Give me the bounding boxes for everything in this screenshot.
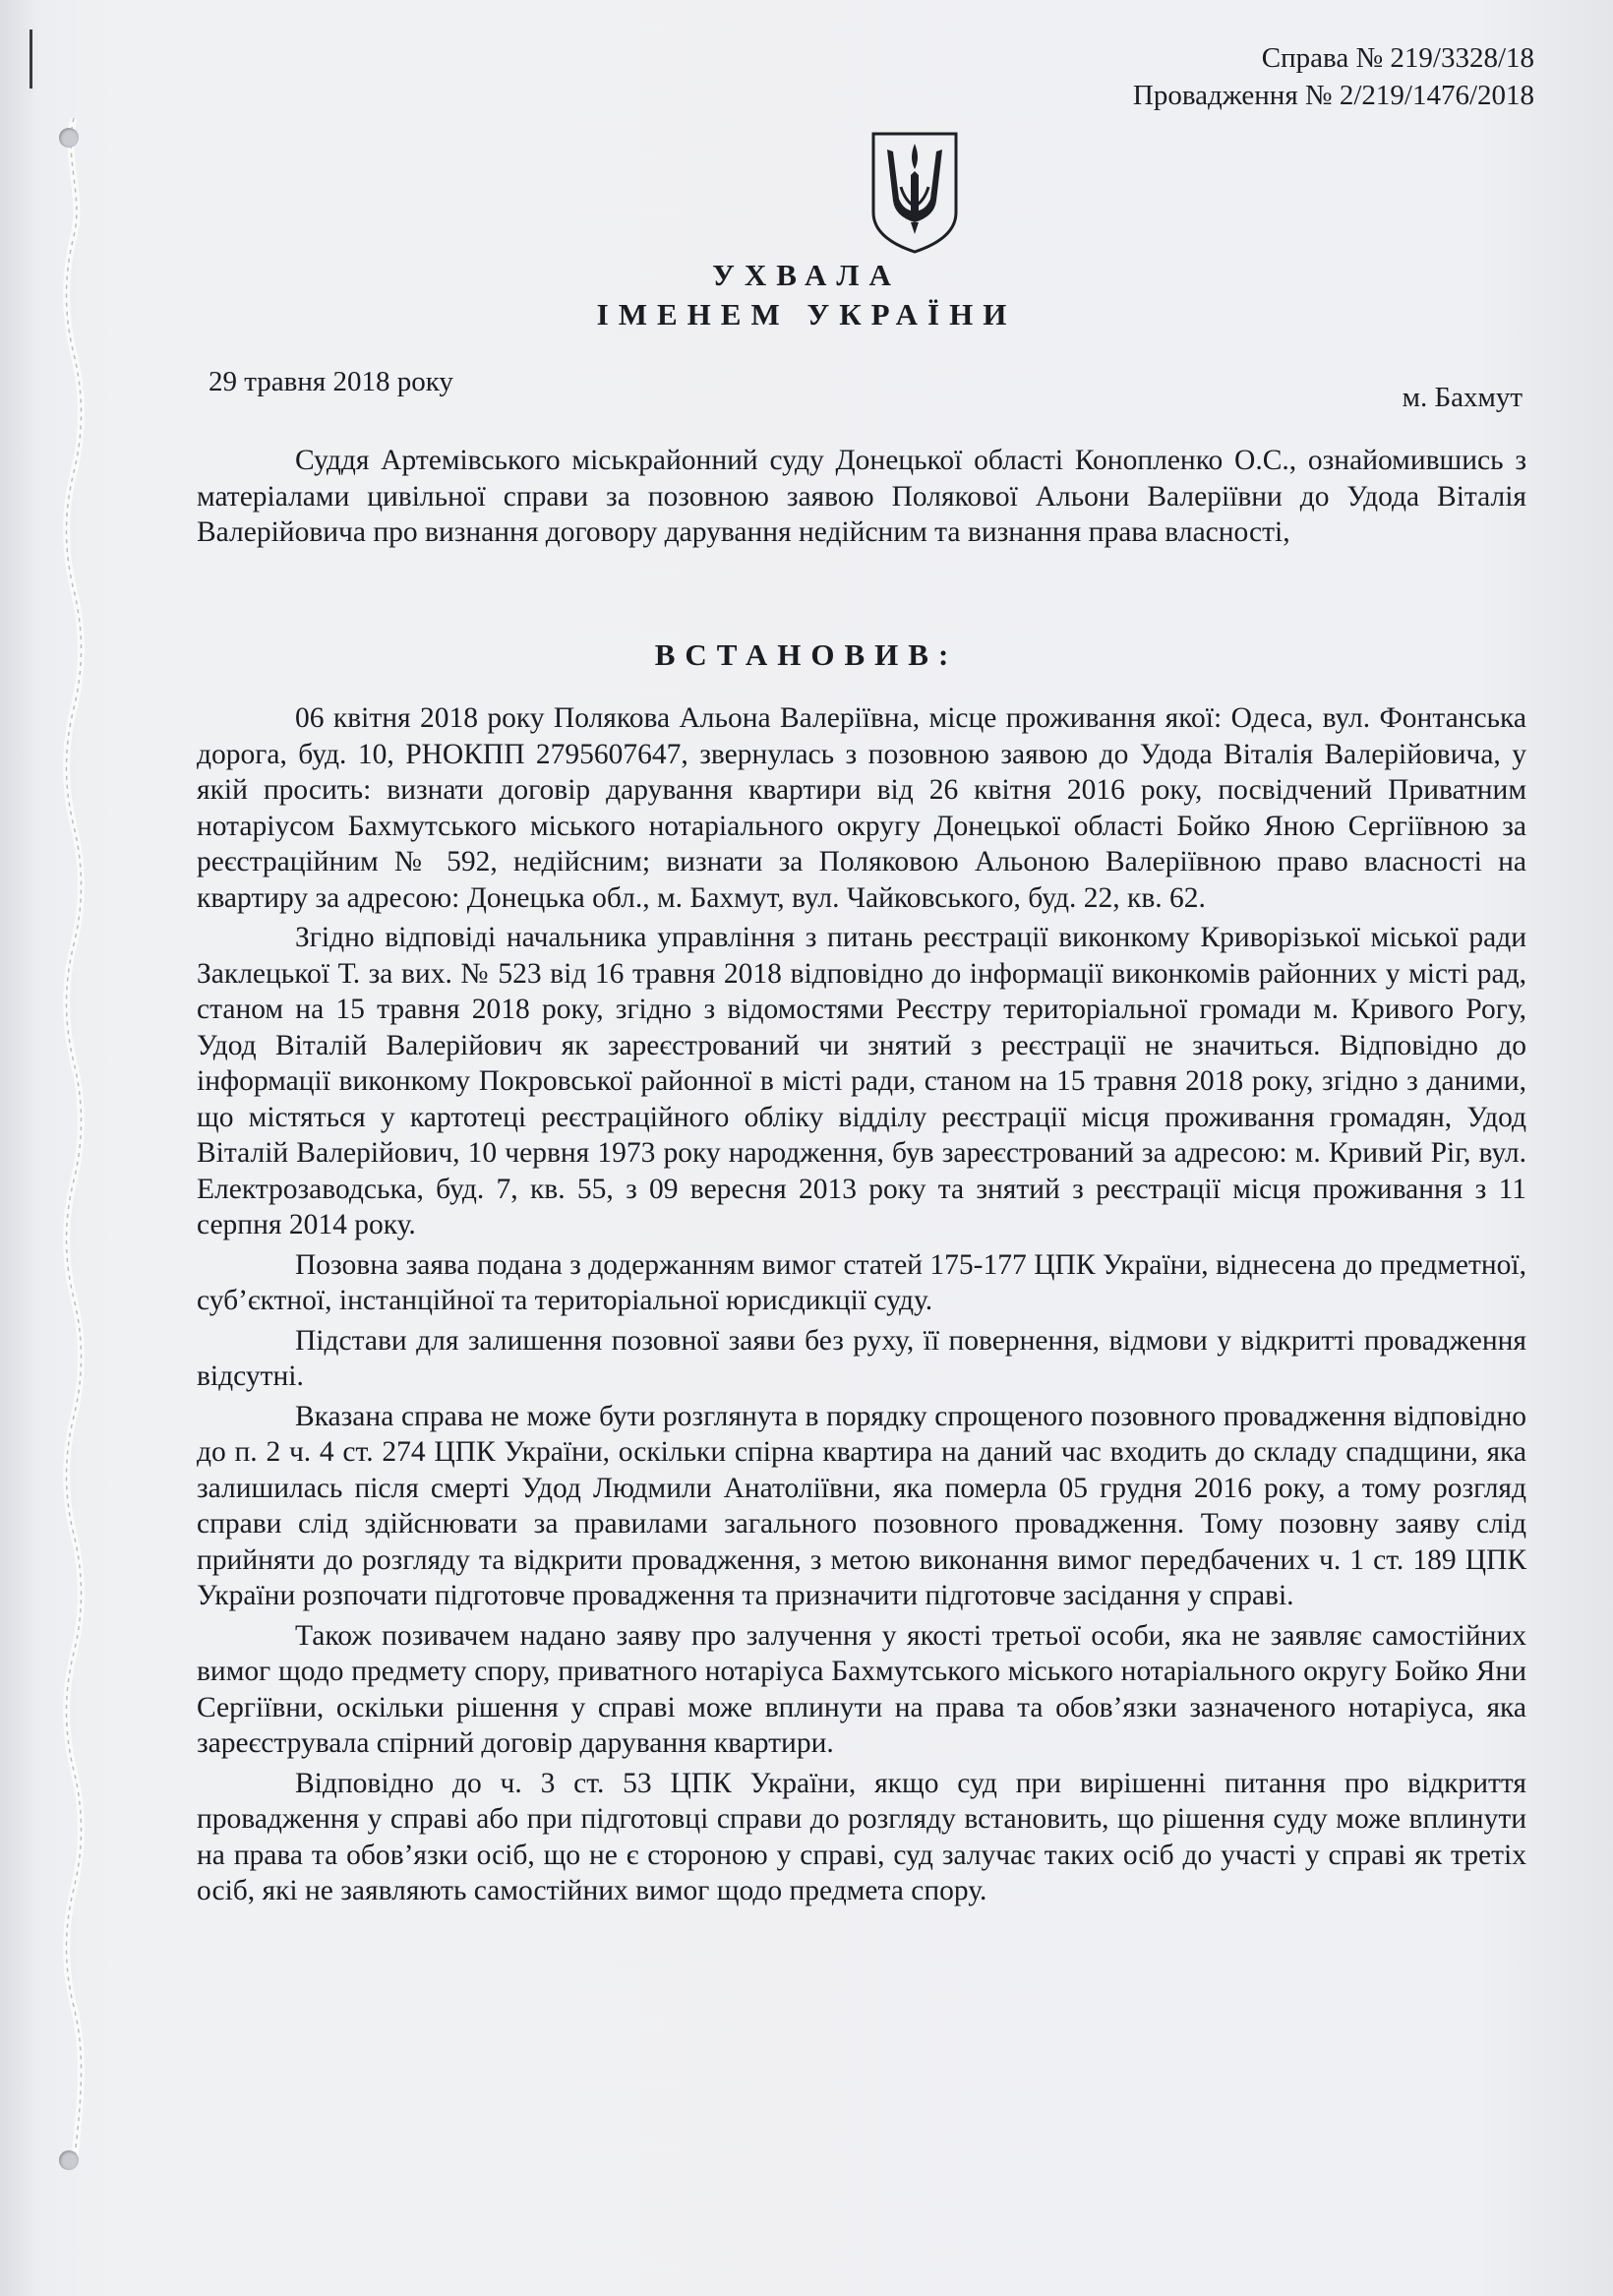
document-city: м. Бахмут [1402,382,1523,413]
binding-hole [59,128,79,148]
established-heading: ВСТАНОВИВ: [654,637,959,672]
binding-thread [61,118,87,2164]
paragraph: Підстави для залишення позовної заяви без руху, її повернення, відмови у відкритті провадження відсутні. [197,1324,1526,1392]
document-type-title: УХВАЛА [712,258,901,292]
paragraph: Позовна заява подана з додержанням вимог статей 175-177 ЦПК України, віднесена до предметної, суб’єктної, інстанційної та територіальної юрисдикції суду. [197,1248,1526,1316]
document-date: 29 травня 2018 року [209,366,453,397]
intro-text: Суддя Артемівського міськрайонний суду Донецької області Конопленко О.С., ознайомившись з матеріалами цивільної справи за позовною заявою Полякової Альони Валеріївни до Удода Віталія Валерійовича про визнання договору дарування недійсним та визнання права власності, [197,445,1526,548]
intro-paragraph [197,443,1526,551]
pen-mark [30,30,32,89]
paragraph: 06 квітня 2018 року Полякова Альона Валеріївна, місце проживання якої: Одеса, вул. Фонтанська дорога, буд. 10, РНОКПП 2795607647, звернулась з позовною заявою до Удода Віталія Валерійовича, у якій просить: визнати договір дарування квартири від 26 квітня 2016 року, посвідчений Приватним нотаріусом Бахмутського міського нотаріального округу Донецької області Бойко Яною Сергіївною за реєстраційним № 592, недійсним; визнати за Поляковою Альоною Валеріївною право власності на квартиру за адресою: Донецька обл., м. Бахмут, вул. Чайковського, буд. 22, кв. 62. [197,702,1526,914]
main-text [197,700,1526,1909]
binding-hole [59,2150,79,2170]
case-reference [1133,39,1534,114]
paragraph: Також позивачем надано заяву про залучення у якості третьої особи, яка не заявляє самостійних вимог щодо предмету спору, приватного нотаріуса Бахмутського міського нотаріального округу Бойко Яни Сергіївни, оскільки рішення у справі може вплинути на права та обов’язки зазначеного нотаріуса, яка зареєструвала спірний договір дарування квартири. [197,1619,1526,1759]
case-number: Справа № 219/3328/18 [1261,42,1534,74]
paragraph: Відповідно до ч. 3 ст. 53 ЦПК України, якщо суд при вирішенні питання про відкриття провадження у справі або при підготовці справи до розгляду встановить, що рішення суду може вплинути на права та обов’язки осіб, що не є стороною у справі, суд залучає таких осіб до участі у справі як третіх осіб, які не заявляють самостійних вимог щодо предмета спору. [197,1767,1526,1906]
document-subtitle: ІМЕНЕМ УКРАЇНИ [596,297,1017,332]
trident-coat-of-arms-icon [866,128,964,256]
proceeding-number: Провадження № 2/219/1476/2018 [1132,80,1534,111]
paragraph: Згідно відповіді начальника управління з питань реєстрації виконкому Криворізької міської ради Заклецької Т. за вих. № 523 від 16 травня 2018 відповідно до інформації виконкомів районних у місті рад, станом на 15 травня 2018 року, згідно з відомостями Реєстру територіальної громади м. Кривого Рогу, Удод Віталій Валерійович як зареєстрований чи знятий з реєстрації не значиться. Відповідно до інформації виконкому Покровської районної в місті ради, станом на 15 травня 2018 року, згідно з даними, що містяться у картотеці реєстраційного обліку відділу реєстрації місця проживання громадян, Удод Віталій Валерійович, 10 червня 1973 року народження, був зареєстрований за адресою: м. Кривий Ріг, вул. Електрозаводська, буд. 7, кв. 55, з 09 вересня 2013 року та знятий з реєстрації місця проживання з 11 серпня 2014 року. [197,922,1526,1240]
paragraph: Вказана справа не може бути розглянута в порядку спрощеного позовного провадження відповідно до п. 2 ч. 4 ст. 274 ЦПК України, оскільки спірна квартира на даний час входить до складу спадщини, яка залишилась після смерті Удод Людмили Анатоліївни, яка померла 05 грудня 2016 року, а тому розгляд справи слід здійснювати за правилами загального позовного провадження. Тому позовну заяву слід прийняти до розгляду та відкрити провадження, з метою виконання вимог передбачених ч. 1 ст. 189 ЦПК України розпочати підготовче провадження та призначити підготовче засідання у справі. [197,1400,1526,1611]
